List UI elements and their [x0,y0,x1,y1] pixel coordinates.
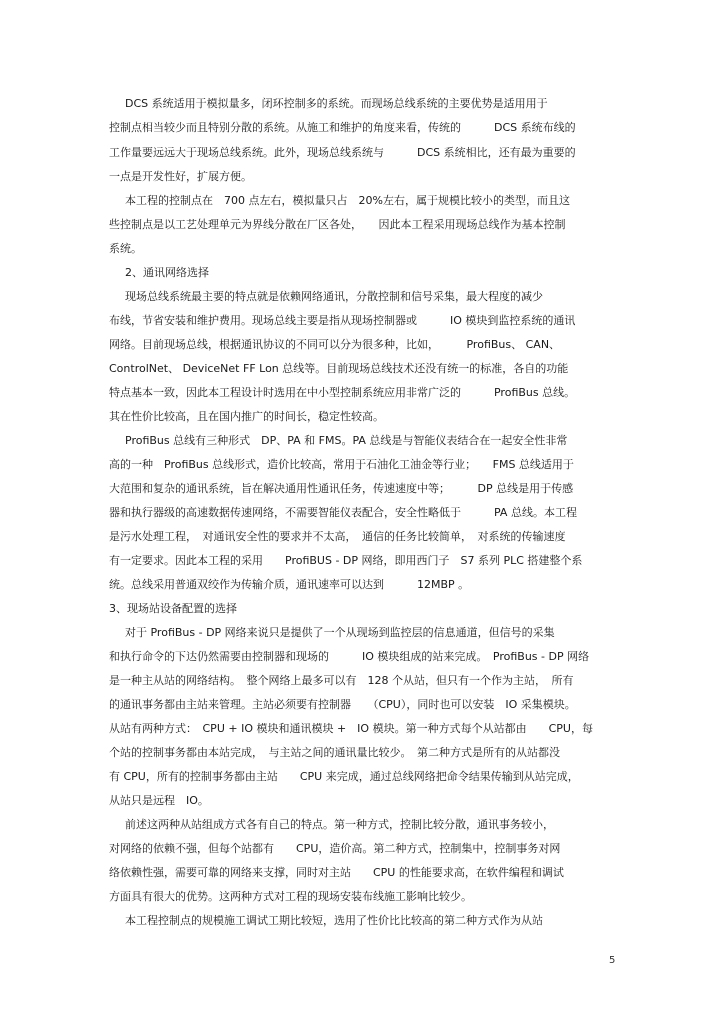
text-line: DCS 系统适用于模拟量多，闭环控制多的系统。而现场总线系统的主要优势是适用用于 [125,97,548,110]
text-line: 本工程控制点的规模施工调试工期比较短，选用了性价比比较高的第二种方式作为从站 [125,914,543,927]
text-line: 网络。目前现场总线，根据通讯协议的不同可以分为很多种，比如， ProfiBus、 CAN、 [109,338,561,351]
text-line: ProfiBus 总线有三种形式 DP、PA 和 FMS。PA 总线是与智能仪表结合在一起安全性非常 [125,434,568,447]
page-number: 5 [609,955,616,966]
text-line: 特点基本一致，因此本工程设计时选用在中小型控制系统应用非常广泛的 ProfiBus 总线。 [109,386,576,399]
text-line: 布线，节省安装和维护费用。现场总线主要是指从现场控制器或 IO 模块到监控系统的通讯 [109,314,576,327]
text-line: 现场总线系统最主要的特点就是依赖网络通讯，分散控制和信号采集，最大程度的减少 [125,290,543,303]
text-line: 有一定要求。因此本工程的采用 ProfiBUS - DP 网络，即用西门子 S7 系列 PLC 搭建整个系 [109,554,583,567]
text-line: 有 CPU，所有的控制事务都由主站 CPU 来完成，通过总线网络把命令结果传输到从站完成， [109,770,579,783]
text-line: 些控制点是以工艺处理单元为界线分散在厂区各处， 因此本工程采用现场总线作为基本控制 [109,218,566,231]
text-line: 是污水处理工程， 对通讯安全性的要求并不太高， 通信的任务比较简单， 对系统的传输速度 [109,530,566,543]
text-line: 对于 ProfiBus - DP 网络来说只是提供了一个从现场到监控层的信息通道，但信号的采集 [125,626,555,639]
text-line: ControlNet、 DeviceNet FF Lon 总线等。目前现场总线技术还没有统一的标准，各自的功能 [109,362,569,375]
text-line: 工作量要远远大于现场总线系统。此外，现场总线系统与 DCS 系统相比，还有最为重要的 [109,146,576,159]
text-line: 个站的控制事务都由本站完成， 与主站之间的通讯量比较少。 第二种方式是所有的从站都没 [109,746,560,759]
section-heading: 3、现场站设备配置的选择 [109,602,237,615]
text-line: 器和执行器级的高速数据传速网络，不需要智能仪表配合，安全性略低于 PA 总线。本工程 [109,506,577,519]
text-line: 的通讯事务都由主站来管理。主站必须要有控制器 （CPU），同时也可以安装 IO 采集模块。 [109,698,576,711]
text-line: 其在性价比较高，且在国内推广的时间长，稳定性较高。 [109,410,384,423]
text-line: 方面具有很大的优势。这两种方式对工程的现场安装布线施工影响比较少。 [109,890,472,903]
text-line: 高的一种 ProfiBus 总线形式，造价比较高，常用于石油化工油金等行业； FMS 总线适用于 [109,458,574,471]
text-line: 一点是开发性好，扩展方便。 [109,170,252,183]
text-line: 前述这两种从站组成方式各有自己的特点。第一种方式，控制比较分散，通讯事务较小， [125,818,554,831]
text-line: 控制点相当较少而且特别分散的系统。从施工和维护的角度来看，传统的 DCS 系统布线的 [109,121,576,134]
text-line: 络依赖性强，需要可靠的网络来支撑，同时对主站 CPU 的性能要求高，在软件编程和调试 [109,866,564,879]
text-line: 和执行命令的下达仍然需要由控制器和现场的 IO 模块组成的站来完成。 ProfiBus - DP 网络 [109,650,590,663]
text-line: 是一种主从站的网络结构。 整个网络上最多可以有 128 个从站，但只有一个作为主站， 所有 [109,674,574,687]
section-heading: 2、通讯网络选择 [125,266,209,279]
text-line: 对网络的依赖不强，但每个站都有 CPU，造价高。第二种方式，控制集中，控制事务对网 [109,842,561,855]
text-line: 系统。 [109,242,142,255]
text-line: 从站只是远程 IO。 [109,794,209,807]
text-line: 大范围和复杂的通讯系统，旨在解决通用性通讯任务，传速速度中等； DP 总线是用于传感 [109,482,574,495]
text-line: 本工程的控制点在 700 点左右，模拟量只占 20%左右，属于规模比较小的类型，而且这 [125,194,570,207]
text-line: 从站有两种方式： CPU + IO 模块和通讯模块 + IO 模块。第一种方式每个从站都由 CPU，每 [109,722,593,735]
text-line: 统。总线采用普通双绞作为传输介质，通讯速率可以达到 12MBP 。 [109,578,470,591]
